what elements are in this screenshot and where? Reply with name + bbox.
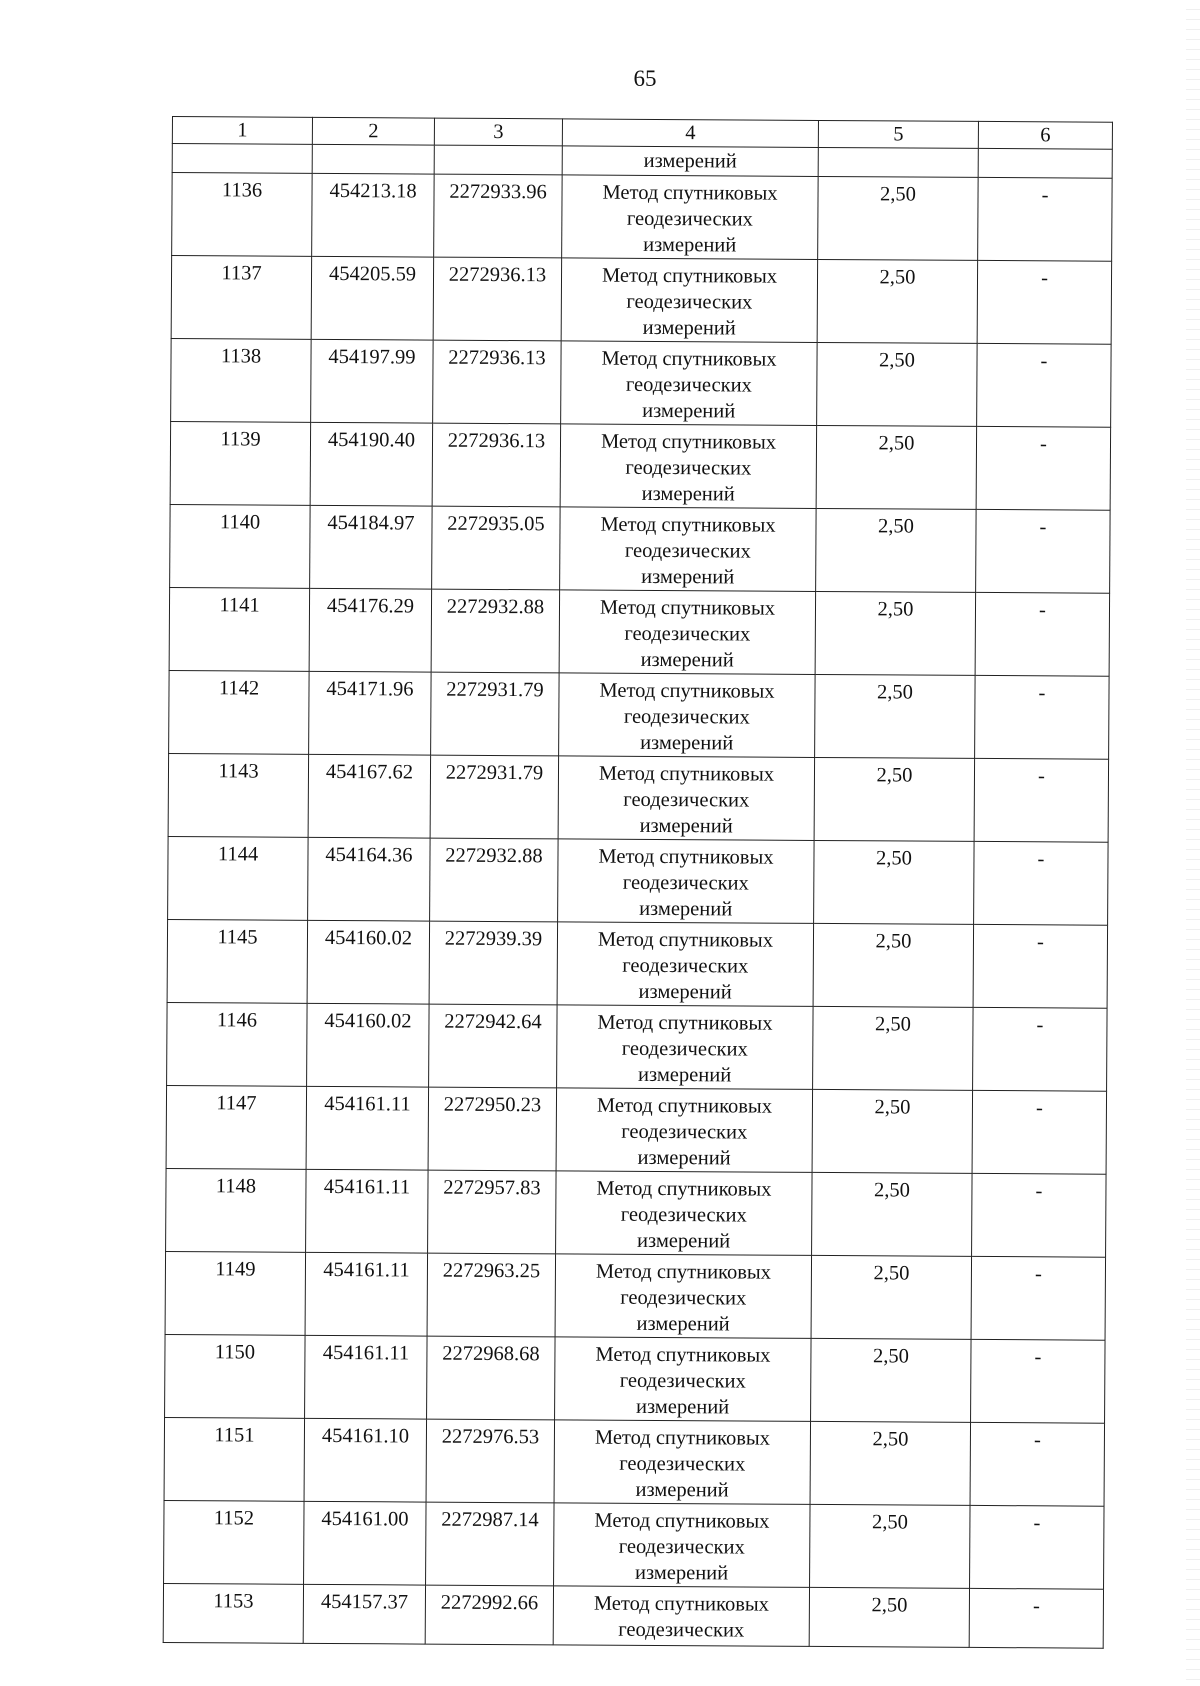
method-line: геодезических	[618, 1618, 745, 1642]
method-line: Метод спутниковых	[596, 1094, 773, 1118]
method-line: геодезических	[625, 456, 752, 480]
method-line: Метод спутниковых	[599, 596, 776, 620]
cell-note: -	[977, 260, 1112, 344]
method-line: Метод спутниковых	[600, 513, 776, 537]
cell-accuracy: 2,50	[813, 923, 974, 1007]
method-line: Метод спутниковых	[595, 1343, 771, 1367]
method-line: Метод спутниковых	[598, 845, 774, 869]
cell-accuracy: 2,50	[816, 425, 977, 509]
cell-method	[560, 507, 817, 592]
method-line: измерений	[640, 648, 734, 672]
header-col-5: 5	[818, 120, 978, 148]
cell-y-coordinate: 2272936.13	[432, 423, 561, 507]
cell-y-coordinate: 2272931.79	[430, 755, 559, 839]
cell-note: -	[971, 1256, 1106, 1340]
method-line: геодезических	[622, 954, 749, 978]
cell-x-coordinate: 454160.02	[307, 1003, 430, 1087]
method-line: геодезических	[624, 539, 751, 563]
cell-point-id: 1140	[170, 504, 311, 588]
cell-note: -	[973, 1007, 1108, 1091]
method-line: измерений	[641, 565, 735, 589]
method-line: Метод спутниковых	[600, 430, 777, 454]
cell-accuracy: 2,50	[812, 1172, 973, 1256]
cell-method	[555, 1337, 812, 1422]
cell-x-coordinate: 454184.97	[310, 505, 433, 589]
cell-method	[554, 1420, 811, 1505]
table-row	[169, 587, 1109, 676]
cell-accuracy: 2,50	[810, 1504, 971, 1588]
cell-point-id: 1136	[172, 173, 313, 257]
cell-method	[558, 839, 815, 924]
method-line: измерений	[640, 731, 734, 755]
cell-accuracy: 2,50	[815, 591, 976, 675]
cell-note: -	[975, 592, 1110, 676]
cell-y-coordinate: 2272968.68	[427, 1336, 556, 1420]
table-row	[171, 256, 1111, 345]
method-line: измерений	[643, 233, 737, 257]
cell-y-coordinate: 2272963.25	[427, 1253, 556, 1337]
cell-y-coordinate: 2272976.53	[426, 1419, 555, 1503]
cell-y-coordinate: 2272992.66	[425, 1585, 553, 1645]
method-line: измерений	[639, 814, 733, 838]
cell-method	[562, 175, 819, 260]
cell-x-coordinate: 454160.02	[307, 920, 430, 1004]
cell-point-id: 1146	[167, 1002, 308, 1086]
method-line: измерений	[637, 1146, 731, 1170]
method-line: Метод спутниковых	[594, 1509, 770, 1533]
table-row	[165, 1334, 1105, 1423]
cell-point-id: 1139	[170, 421, 311, 505]
table-row	[164, 1417, 1104, 1506]
cell-point-id: 1151	[164, 1417, 305, 1501]
table-row	[167, 919, 1107, 1008]
method-line: измерений	[638, 980, 732, 1004]
cell-method	[559, 673, 816, 758]
cell-method	[553, 1586, 809, 1647]
cell-point-id: 1149	[165, 1251, 306, 1335]
cell-accuracy: 2,50	[813, 1006, 974, 1090]
table-row	[170, 504, 1110, 593]
cell-method	[560, 424, 817, 509]
cell-empty	[312, 144, 434, 174]
cell-note: -	[978, 177, 1113, 261]
cell-accuracy: 2,50	[816, 508, 977, 592]
cell-note: -	[974, 758, 1109, 842]
method-line: геодезических	[625, 373, 752, 397]
method-line: Метод спутниковых	[598, 762, 775, 786]
table-row	[170, 421, 1110, 510]
header-col-1: 1	[172, 117, 312, 145]
method-line: геодезических	[619, 1369, 746, 1393]
cell-method	[555, 1254, 812, 1339]
cell-x-coordinate: 454157.37	[303, 1584, 425, 1644]
cell-note: -	[975, 675, 1110, 759]
method-line: Метод спутниковых	[602, 181, 778, 205]
cell-method	[561, 341, 818, 426]
cell-x-coordinate: 454167.62	[308, 754, 431, 838]
cell-y-coordinate: 2272933.96	[434, 174, 563, 258]
cell-point-id: 1142	[169, 670, 310, 754]
cell-accuracy: 2,50	[815, 674, 976, 758]
method-line: Метод спутниковых	[601, 347, 777, 371]
cell-method	[556, 1171, 813, 1256]
cell-empty	[434, 145, 562, 175]
cell-accuracy: 2,50	[814, 757, 975, 841]
method-line: Метод спутниковых	[599, 679, 775, 703]
cell-x-coordinate: 454190.40	[310, 422, 433, 506]
cell-x-coordinate: 454161.11	[305, 1252, 428, 1336]
method-line: измерений	[635, 1478, 729, 1502]
table-row	[166, 1168, 1106, 1257]
cell-method	[557, 1005, 814, 1090]
cell-accuracy: 2,50	[812, 1089, 973, 1173]
table-row	[164, 1500, 1104, 1589]
cell-x-coordinate: 454213.18	[312, 173, 435, 257]
method-line: измерений	[636, 1312, 730, 1336]
cell-note: -	[971, 1339, 1106, 1423]
cell-note: -	[973, 924, 1108, 1008]
table-row	[168, 836, 1108, 925]
table-row	[166, 1085, 1106, 1174]
cell-accuracy: 2,50	[811, 1338, 972, 1422]
header-col-2: 2	[312, 117, 434, 145]
cell-x-coordinate: 454171.96	[309, 671, 432, 755]
method-line: Метод спутниковых	[597, 928, 774, 952]
cell-empty	[818, 147, 978, 177]
cell-x-coordinate: 454205.59	[311, 256, 434, 340]
cell-point-id: 1152	[164, 1500, 305, 1584]
table-row	[163, 1583, 1103, 1648]
method-line: измерений	[637, 1229, 731, 1253]
method-line: измерений	[634, 1561, 729, 1585]
method-line: геодезических	[620, 1286, 747, 1310]
header-col-6: 6	[978, 121, 1112, 149]
method-line: геодезических	[619, 1452, 746, 1476]
method-line: геодезических	[620, 1203, 747, 1227]
cell-note: -	[972, 1173, 1107, 1257]
cell-x-coordinate: 454161.11	[306, 1169, 429, 1253]
header-col-4: 4	[562, 119, 818, 148]
cell-y-coordinate: 2272950.23	[428, 1087, 557, 1171]
table-row	[171, 338, 1111, 427]
cell-y-coordinate: 2272931.79	[431, 672, 560, 756]
method-line: геодезических	[626, 207, 753, 231]
cell-accuracy: 2,50	[809, 1587, 969, 1647]
header-col-3: 3	[434, 118, 562, 146]
method-line: геодезических	[622, 871, 749, 895]
table-row	[165, 1251, 1105, 1340]
cell-point-id: 1147	[166, 1085, 307, 1169]
scan-edge-marks	[1186, 0, 1200, 1686]
method-line: измерений	[642, 399, 736, 423]
method-line: измерений	[639, 897, 733, 921]
method-line: Метод спутниковых	[594, 1426, 771, 1450]
cell-accuracy: 2,50	[817, 259, 978, 343]
cell-note: -	[972, 1090, 1107, 1174]
cell-y-coordinate: 2272942.64	[429, 1004, 558, 1088]
cell-x-coordinate: 454161.10	[304, 1418, 427, 1502]
table-row	[172, 173, 1112, 262]
table-row	[167, 1002, 1107, 1091]
cell-method	[558, 756, 815, 841]
cell-note: -	[974, 841, 1109, 925]
method-line: геодезических	[624, 622, 751, 646]
method-line: измерений	[641, 482, 735, 506]
cell-note: -	[977, 343, 1112, 427]
cell-y-coordinate: 2272935.05	[432, 506, 561, 590]
method-line: Метод спутниковых	[595, 1260, 772, 1284]
cell-point-id: 1143	[168, 753, 309, 837]
table-row	[168, 753, 1108, 842]
cell-y-coordinate: 2272987.14	[426, 1502, 555, 1586]
method-line: геодезических	[626, 290, 753, 314]
method-line: Метод спутниковых	[597, 1011, 773, 1035]
cell-point-id: 1150	[165, 1334, 306, 1418]
coordinates-table	[163, 116, 1113, 1649]
cell-note: -	[970, 1422, 1105, 1506]
cell-note: -	[969, 1588, 1103, 1648]
cell-method-tail: измерений	[562, 146, 818, 177]
cell-accuracy: 2,50	[817, 342, 978, 426]
cell-method	[554, 1503, 811, 1588]
table-body	[163, 144, 1112, 1649]
cell-note: -	[970, 1505, 1105, 1589]
cell-x-coordinate: 454161.00	[304, 1501, 427, 1585]
cell-y-coordinate: 2272932.88	[430, 838, 559, 922]
cell-accuracy: 2,50	[818, 176, 979, 260]
cell-y-coordinate: 2272939.39	[429, 921, 558, 1005]
cell-point-id: 1137	[171, 256, 312, 340]
cell-point-id: 1138	[171, 338, 312, 422]
method-line: Метод спутниковых	[596, 1177, 772, 1201]
cell-y-coordinate: 2272936.13	[433, 257, 562, 341]
cell-method	[557, 922, 814, 1007]
method-line: Метод спутниковых	[593, 1592, 770, 1616]
cell-method	[556, 1088, 813, 1173]
cell-point-id: 1145	[167, 919, 308, 1003]
method-line: геодезических	[618, 1535, 745, 1559]
page-number: 65	[633, 66, 657, 91]
method-line: геодезических	[623, 788, 750, 812]
cell-y-coordinate: 2272932.88	[431, 589, 560, 673]
method-line: геодезических	[621, 1120, 748, 1144]
cell-accuracy: 2,50	[810, 1421, 971, 1505]
cell-x-coordinate: 454161.11	[306, 1086, 429, 1170]
cell-empty	[172, 144, 312, 174]
cell-point-id: 1148	[166, 1168, 307, 1252]
method-line: Метод спутниковых	[601, 264, 778, 288]
cell-empty	[978, 148, 1112, 178]
cell-note: -	[976, 426, 1111, 510]
cell-accuracy: 2,50	[814, 840, 975, 924]
method-line: геодезических	[621, 1037, 748, 1061]
cell-y-coordinate: 2272957.83	[428, 1170, 557, 1254]
cell-accuracy: 2,50	[811, 1255, 972, 1339]
method-line: измерений	[638, 1063, 732, 1087]
cell-x-coordinate: 454164.36	[308, 837, 431, 921]
cell-note: -	[976, 509, 1111, 593]
method-line: измерений	[642, 316, 736, 340]
cell-x-coordinate: 454161.11	[305, 1335, 428, 1419]
cell-y-coordinate: 2272936.13	[433, 340, 562, 424]
cell-method	[559, 590, 816, 675]
cell-method	[561, 258, 818, 343]
method-line: геодезических	[623, 705, 750, 729]
cell-x-coordinate: 454176.29	[309, 588, 432, 672]
cell-x-coordinate: 454197.99	[311, 339, 434, 423]
cell-point-id: 1153	[163, 1583, 303, 1643]
cell-point-id: 1144	[168, 836, 309, 920]
method-line: измерений	[635, 1395, 730, 1419]
table-row	[169, 670, 1109, 759]
cell-point-id: 1141	[169, 587, 310, 671]
